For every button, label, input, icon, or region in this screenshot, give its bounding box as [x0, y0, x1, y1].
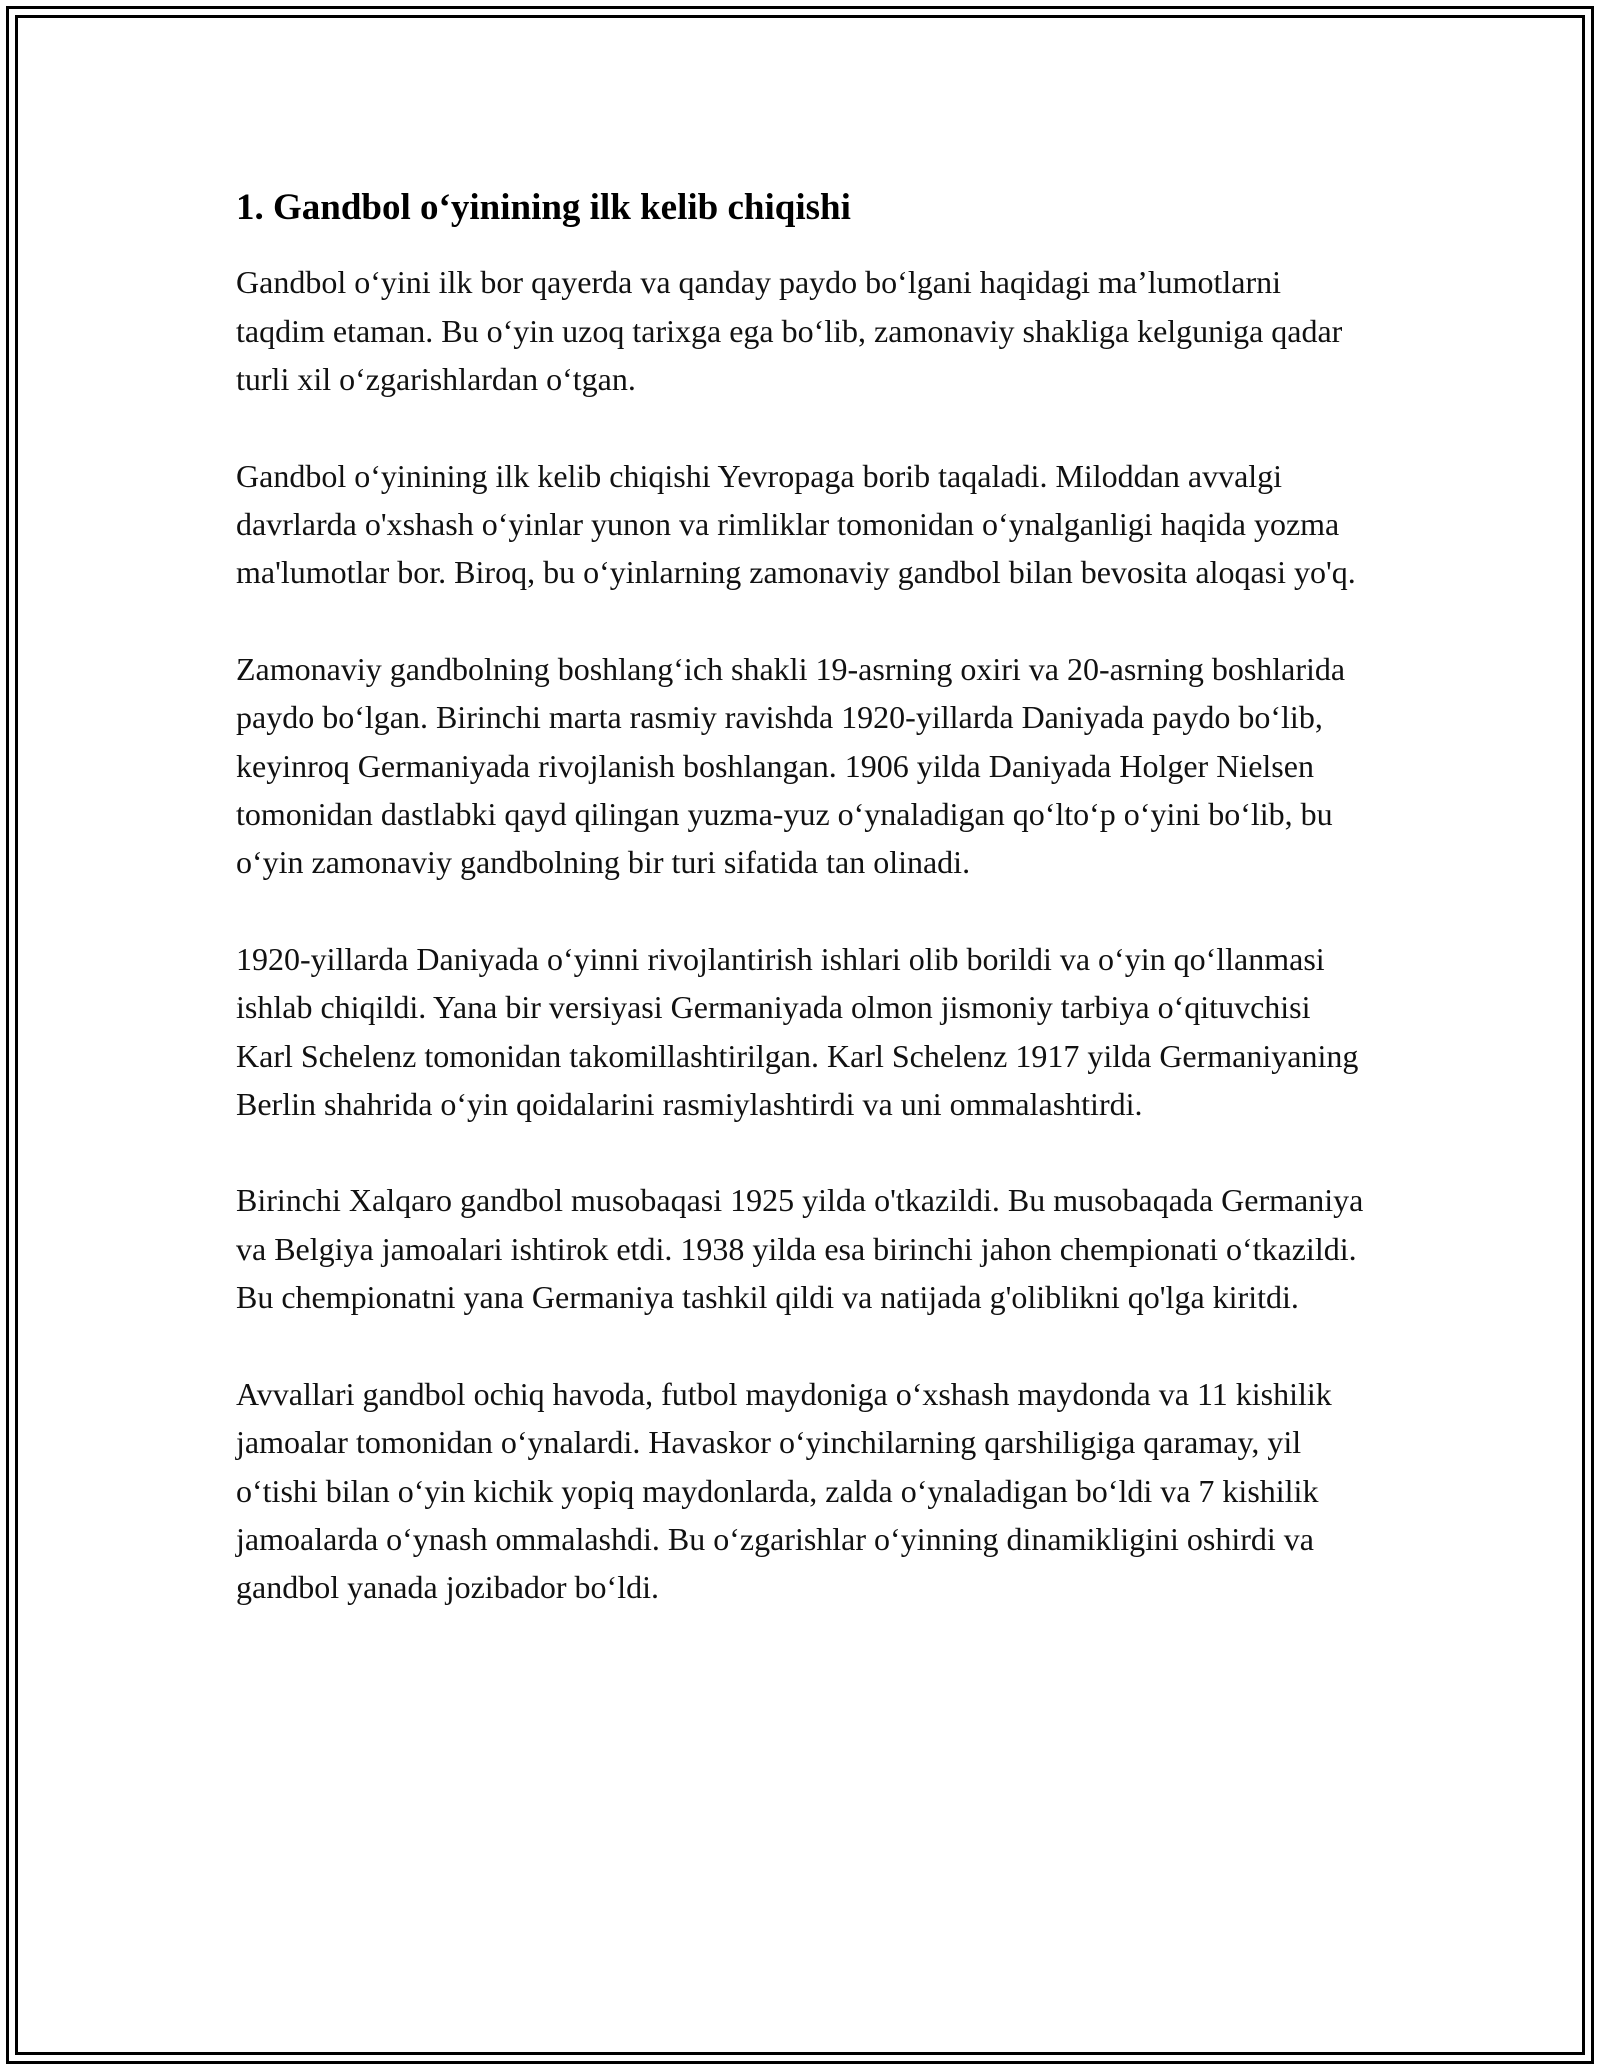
paragraph-4: 1920-yillarda Daniyada o‘yinni rivojlantirish ishlari olib borildi va o‘yin qo‘llanmasi ishlab chiqildi. Yana bir versiyasi Germaniyada olmon jismoniy tarbiya o‘qituvchisi Karl Schelenz tomonidan takomillashtirilgan. Karl Schelenz 1917 yilda Germaniyaning Berlin shahrida o‘yin qoidalarini rasmiylashtirdi va uni ommalashtirdi. [236, 940, 1359, 1123]
document-body [236, 186, 1364, 1660]
paragraph-5: Birinchi Xalqaro gandbol musobaqasi 1925 yilda o'tkazildi. Bu musobaqada Germaniya va Belgiya jamoalari ishtirok etdi. 1938 yilda esa birinchi jahon chempionati o‘tkazildi. Bu chempionatni yana Germaniya tashkil qildi va natijada g'oliblikni qo'lga kiritdi. [236, 1182, 1364, 1316]
paragraph-3: Zamonaviy gandbolning boshlang‘ich shakli 19-asrning oxiri va 20-asrning boshlarida paydo bo‘lgan. Birinchi marta rasmiy ravishda 1920-yillarda Daniyada paydo bo‘lib, keyinroq Germaniyada rivojlanish boshlangan. 1906 yilda Daniyada Holger Nielsen tomonidan dastlabki qayd qilingan yuzma-yuz o‘ynaladigan qo‘lto‘p o‘yini bo‘lib, bu o‘yin zamonaviy gandbolning bir turi sifatida tan olinadi. [236, 650, 1346, 881]
paragraph-2: Gandbol o‘yinining ilk kelib chiqishi Yevropaga borib taqaladi. Miloddan avvalgi davrlarda o'xshash o‘yinlar yunon va rimliklar tomonidan o‘ynalganligi haqida yozma ma'lumotlar bor. Biroq, bu o‘yinlarning zamonaviy gandbol bilan bevosita aloqasi yo'q. [236, 457, 1356, 591]
paragraph-1: Gandbol o‘yini ilk bor qayerda va qanday paydo bo‘lgani haqidagi ma’lumotlarni taqdim etaman. Bu o‘yin uzoq tarixga ega bo‘lib, zamonaviy shakliga kelguniga qadar turli xil o‘zgarishlardan o‘tgan. [236, 264, 1343, 398]
section-heading: 1. Gandbol o‘yinining ilk kelib chiqishi [236, 187, 851, 228]
paragraph-6: Avvallari gandbol ochiq havoda, futbol maydoniga o‘xshash maydonda va 11 kishilik jamoalar tomonidan o‘ynalardi. Havaskor o‘yinchilarning qarshiligiga qaramay, yil o‘tishi bilan o‘yin kichik yopiq maydonlarda, zalda o‘ynaladigan bo‘ldi va 7 kishilik jamoalarda o‘ynash ommalashdi. Bu o‘zgarishlar o‘yinning dinamikligini oshirdi va gandbol yanada jozibador bo‘ldi. [236, 1375, 1332, 1606]
